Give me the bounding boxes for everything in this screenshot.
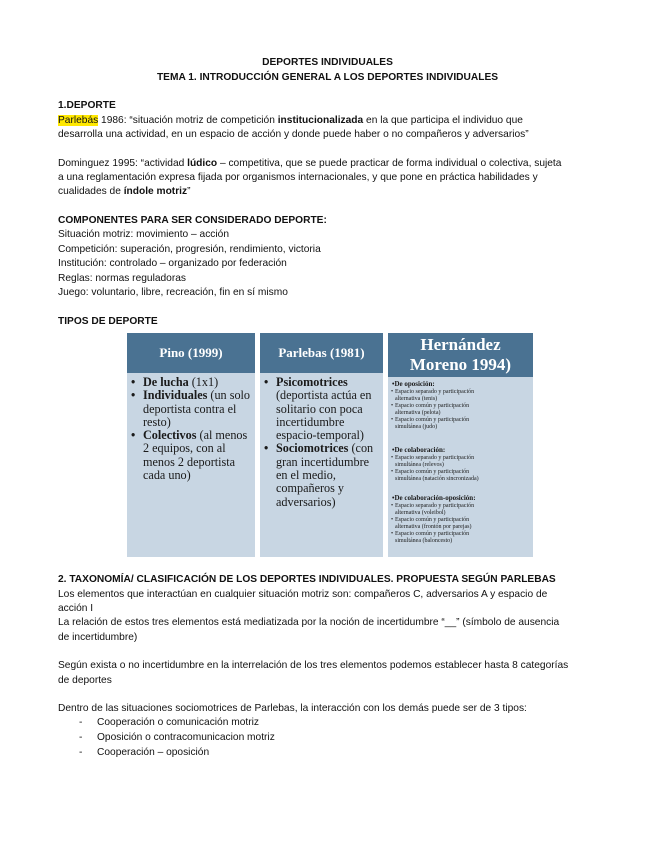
term: Individuales — [143, 388, 208, 403]
group-colaboracion-oposicion — [392, 494, 531, 544]
components-heading: COMPONENTES PARA SER CONSIDERADO DEPORTE: — [58, 215, 327, 226]
list-item-text: Cooperación o comunicación motriz — [97, 717, 259, 728]
item-line: alternativa (pelota) — [395, 409, 441, 416]
hernandez-header — [388, 333, 533, 377]
term-description: (un solo deportista contra el resto) — [143, 388, 251, 429]
parlebas-header: Parlebas (1981) — [260, 333, 383, 373]
group-item — [392, 417, 531, 431]
group-item — [392, 389, 531, 403]
item-line: simultánea (relevos) — [395, 461, 444, 468]
text-run: cualidades de — [58, 186, 124, 197]
highlighted-name: Parlebás — [58, 115, 99, 126]
document-title: DEPORTES INDIVIDUALES — [262, 57, 393, 68]
sport-types-figure — [127, 333, 533, 557]
item-line: alternativa (tenis) — [395, 395, 438, 402]
dash-marker: - — [79, 717, 83, 728]
component-item: Competición: superación, progresión, rendimiento, victoria — [58, 244, 321, 255]
term-description: (deportista actúa en solitario con poca incertidumbre espacio-temporal) — [276, 388, 372, 443]
group-item — [392, 531, 531, 545]
item-line: Espacio común y participación — [395, 516, 470, 523]
dash-marker: - — [79, 747, 83, 758]
list-item-text: Cooperación – oposición — [97, 747, 210, 758]
list-item — [131, 376, 253, 389]
section2-paragraph3-line1: Según exista o no incertidumbre en la interrelación de los tres elementos podemos establecer hasta 8 categorías — [58, 660, 569, 671]
parlebas-column — [260, 333, 383, 557]
item-line: Espacio separado y participación — [395, 503, 475, 509]
item-line: Espacio separado y participación — [395, 389, 475, 395]
list-item — [264, 376, 381, 442]
item-line: alternativa (frontón por parejas) — [395, 523, 472, 530]
list-item — [131, 429, 253, 482]
group-item — [392, 469, 531, 483]
item-line: simultánea (baloncesto) — [395, 537, 453, 544]
parlebas-definition-line2: desarrolla una actividad, en un espacio de acción y donde puede haber o no compañeros y adversarios” — [58, 129, 529, 140]
group-item — [392, 503, 531, 517]
group-colaboracion — [392, 446, 531, 483]
section2-paragraph4: Dentro de las situaciones sociomotrices de Parlebas, la interacción con los demás puede ser de 3 tipos: — [58, 703, 527, 714]
term-description: (al menos 2 equipos, con al menos 2 deportista cada uno) — [143, 428, 248, 483]
item-line: Espacio común y participación — [395, 468, 470, 475]
group-item — [392, 455, 531, 469]
section2-paragraph3-line2: de deportes — [58, 675, 112, 686]
pino-column — [127, 333, 255, 557]
group-item — [392, 403, 531, 417]
item-line: Espacio separado y participación — [395, 455, 475, 461]
bold-term: institucionalizada — [277, 115, 364, 126]
component-item: Juego: voluntario, libre, recreación, fin en sí mismo — [58, 287, 288, 298]
pino-list — [131, 376, 253, 482]
item-line: simultánea (judo) — [395, 423, 438, 430]
text-run: 1986: “situación motriz de competición — [98, 115, 278, 126]
component-item: Situación motriz: movimiento – acción — [58, 229, 229, 240]
term: Sociomotrices — [276, 441, 349, 456]
term: Colectivos — [143, 428, 197, 443]
section2-paragraph2-line2: de incertidumbre) — [58, 632, 138, 643]
parlebas-definition-line1 — [58, 114, 523, 128]
group-oposicion — [392, 380, 531, 430]
pino-header: Pino (1999) — [127, 333, 255, 373]
item-line: Espacio común y participación — [395, 416, 470, 423]
list-item-text: Oposición o contracomunicacion motriz — [97, 732, 275, 743]
term-description: (con gran incertidumbre en el medio, compañeros y adversarios) — [276, 441, 374, 509]
dominguez-definition-line1 — [58, 157, 561, 171]
types-heading: TIPOS DE DEPORTE — [58, 316, 158, 327]
bold-term: índole motriz — [123, 186, 188, 197]
text-run: – competitiva, que se puede practicar de forma individual o colectiva, sujeta — [217, 158, 562, 169]
dominguez-definition-line3 — [58, 185, 191, 199]
term: Psicomotrices — [276, 375, 348, 389]
header-line: Moreno 1994) — [409, 355, 512, 374]
list-item — [131, 389, 253, 429]
item-line: alternativa (voleibol) — [395, 509, 446, 516]
section2-paragraph2-line1: La relación de estos tres elementos está mediatizada por la noción de incertidumbre “__” (símbolo de ausencia — [58, 617, 560, 628]
header-line: Hernández — [420, 335, 501, 354]
parlebas-list — [264, 376, 381, 509]
item-line: simultánea (natación sincronizada) — [395, 475, 479, 482]
text-run: Dominguez 1995: “actividad — [58, 158, 188, 169]
text-run: en la que participa el individuo que — [363, 115, 523, 126]
group-title: •De colaboración: — [392, 446, 446, 454]
hernandez-column — [388, 333, 533, 557]
section1-heading: 1.DEPORTE — [58, 100, 116, 111]
section2-heading: 2. TAXONOMÍA/ CLASIFICACIÓN DE LOS DEPORTES INDIVIDUALES. PROPUESTA SEGÚN PARLEBAS — [58, 574, 556, 585]
bold-term: lúdico — [187, 158, 218, 169]
group-item — [392, 517, 531, 531]
item-line: Espacio común y participación — [395, 530, 470, 537]
dominguez-definition-line2: a una reglamentación expresa fijada por organismos internacionales, y que pone en práctica habilidades y — [58, 172, 538, 183]
term-description: (1x1) — [188, 375, 219, 389]
document-subtitle: TEMA 1. INTRODUCCIÓN GENERAL A LOS DEPORTES INDIVIDUALES — [156, 72, 499, 83]
section2-paragraph1-line2: acción I — [58, 603, 94, 614]
text-run: ” — [187, 186, 191, 197]
section2-paragraph1-line1: Los elementos que interactúan en cualquier situación motriz son: compañeros C, adversarios A y espacio de — [58, 589, 548, 600]
dash-marker: - — [79, 732, 83, 743]
component-item: Reglas: normas reguladoras — [58, 273, 186, 284]
group-title: •De oposición: — [392, 380, 435, 388]
list-item — [264, 442, 381, 508]
item-line: Espacio común y participación — [395, 402, 470, 409]
term: De lucha — [143, 375, 189, 389]
component-item: Institución: controlado – organizado por federación — [58, 258, 287, 269]
group-title: •De colaboración-oposición: — [392, 494, 476, 502]
